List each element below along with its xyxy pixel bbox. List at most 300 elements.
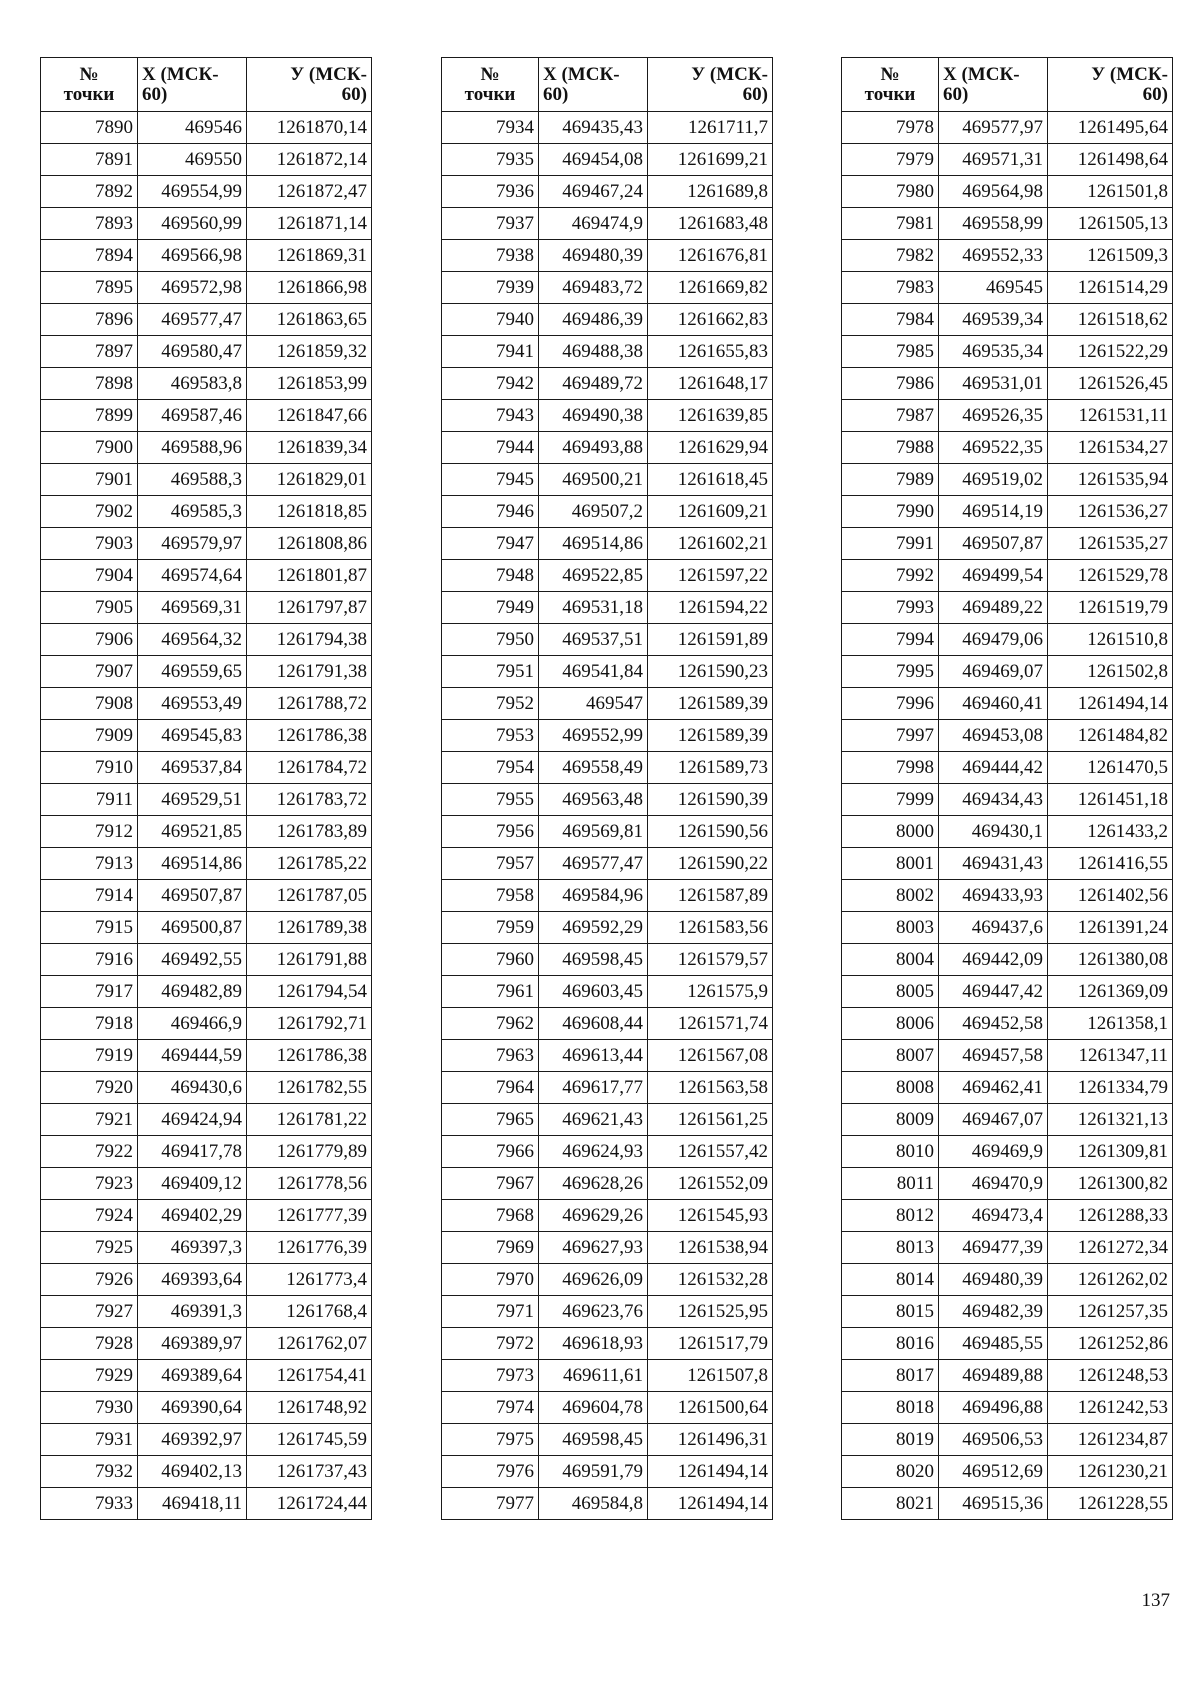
table-row	[41, 1168, 372, 1200]
y-coordinate-cell: 1261514,29	[1048, 272, 1173, 304]
y-coordinate-cell: 1261358,1	[1048, 1008, 1173, 1040]
x-coordinate-cell: 469580,47	[138, 336, 247, 368]
x-coordinate-cell: 469553,49	[138, 688, 247, 720]
table-row	[842, 1040, 1173, 1072]
y-coordinate-cell: 1261505,13	[1048, 208, 1173, 240]
table-row	[442, 656, 773, 688]
point-number-cell: 7917	[41, 976, 138, 1008]
y-coordinate-cell: 1261529,78	[1048, 560, 1173, 592]
y-coordinate-cell: 1261839,34	[247, 432, 372, 464]
y-coordinate-cell: 1261648,17	[648, 368, 773, 400]
y-coordinate-cell: 1261334,79	[1048, 1072, 1173, 1104]
point-number-cell: 7988	[842, 432, 939, 464]
x-coordinate-cell: 469506,53	[939, 1424, 1048, 1456]
x-coordinate-cell: 469489,22	[939, 592, 1048, 624]
x-coordinate-cell: 469431,43	[939, 848, 1048, 880]
point-number-cell: 7979	[842, 144, 939, 176]
point-number-cell: 7900	[41, 432, 138, 464]
point-number-cell: 7948	[442, 560, 539, 592]
x-coordinate-cell: 469437,6	[939, 912, 1048, 944]
y-coordinate-cell: 1261786,38	[247, 1040, 372, 1072]
y-coordinate-cell: 1261470,5	[1048, 752, 1173, 784]
y-coordinate-cell: 1261683,48	[648, 208, 773, 240]
table-row	[41, 688, 372, 720]
table-row	[442, 144, 773, 176]
y-coordinate-cell: 1261801,87	[247, 560, 372, 592]
x-coordinate-cell: 469559,65	[138, 656, 247, 688]
x-coordinate-cell: 469418,11	[138, 1488, 247, 1520]
y-coordinate-cell: 1261724,44	[247, 1488, 372, 1520]
x-coordinate-cell: 469608,44	[539, 1008, 648, 1040]
table-row	[842, 1360, 1173, 1392]
x-coordinate-cell: 469492,55	[138, 944, 247, 976]
y-coordinate-cell: 1261773,4	[247, 1264, 372, 1296]
point-number-cell: 7899	[41, 400, 138, 432]
x-coordinate-cell: 469466,9	[138, 1008, 247, 1040]
table-row	[442, 624, 773, 656]
point-number-cell: 7942	[442, 368, 539, 400]
point-number-cell: 7891	[41, 144, 138, 176]
x-coordinate-cell: 469460,41	[939, 688, 1048, 720]
point-number-cell: 7960	[442, 944, 539, 976]
table-row	[442, 784, 773, 816]
y-coordinate-cell: 1261872,14	[247, 144, 372, 176]
table-row	[842, 624, 1173, 656]
point-number-cell: 7980	[842, 176, 939, 208]
point-number-cell: 7916	[41, 944, 138, 976]
point-number-cell: 7953	[442, 720, 539, 752]
y-coordinate-cell: 1261248,53	[1048, 1360, 1173, 1392]
table-row	[41, 1136, 372, 1168]
table-row	[442, 304, 773, 336]
table-row	[842, 944, 1173, 976]
x-coordinate-cell: 469598,45	[539, 1424, 648, 1456]
x-coordinate-cell: 469588,3	[138, 464, 247, 496]
table-row	[41, 496, 372, 528]
point-number-cell: 7929	[41, 1360, 138, 1392]
table-row	[442, 1232, 773, 1264]
table-row	[41, 1296, 372, 1328]
x-coordinate-cell: 469585,3	[138, 496, 247, 528]
point-number-cell: 7946	[442, 496, 539, 528]
y-coordinate-cell: 1261590,23	[648, 656, 773, 688]
x-coordinate-cell: 469389,64	[138, 1360, 247, 1392]
table-row	[842, 720, 1173, 752]
y-coordinate-cell: 1261639,85	[648, 400, 773, 432]
point-number-cell: 7992	[842, 560, 939, 592]
table-row	[41, 528, 372, 560]
table-row	[442, 1008, 773, 1040]
x-coordinate-cell: 469588,96	[138, 432, 247, 464]
y-coordinate-cell: 1261509,3	[1048, 240, 1173, 272]
point-number-cell: 7919	[41, 1040, 138, 1072]
point-number-cell: 7955	[442, 784, 539, 816]
table-row	[842, 656, 1173, 688]
x-coordinate-cell: 469613,44	[539, 1040, 648, 1072]
point-number-cell: 7935	[442, 144, 539, 176]
table-row	[442, 1136, 773, 1168]
header-y-coordinate: У (МСК- 60)	[1048, 58, 1173, 112]
x-coordinate-cell: 469473,4	[939, 1200, 1048, 1232]
table-row	[842, 976, 1173, 1008]
point-number-cell: 7941	[442, 336, 539, 368]
x-coordinate-cell: 469587,46	[138, 400, 247, 432]
y-coordinate-cell: 1261589,39	[648, 720, 773, 752]
y-coordinate-cell: 1261583,56	[648, 912, 773, 944]
point-number-cell: 8013	[842, 1232, 939, 1264]
table-row	[442, 1392, 773, 1424]
y-coordinate-cell: 1261495,64	[1048, 112, 1173, 144]
table-row	[41, 1392, 372, 1424]
x-coordinate-cell: 469402,13	[138, 1456, 247, 1488]
table-row	[442, 176, 773, 208]
table-row	[842, 1232, 1173, 1264]
point-number-cell: 7911	[41, 784, 138, 816]
table-row	[842, 1456, 1173, 1488]
point-number-cell: 8006	[842, 1008, 939, 1040]
point-number-cell: 7952	[442, 688, 539, 720]
y-coordinate-cell: 1261451,18	[1048, 784, 1173, 816]
table-row	[442, 496, 773, 528]
y-coordinate-cell: 1261517,79	[648, 1328, 773, 1360]
table-row	[842, 1200, 1173, 1232]
point-number-cell: 7925	[41, 1232, 138, 1264]
x-coordinate-cell: 469490,38	[539, 400, 648, 432]
table-row	[442, 1296, 773, 1328]
point-number-cell: 7902	[41, 496, 138, 528]
x-coordinate-cell: 469579,97	[138, 528, 247, 560]
y-coordinate-cell: 1261531,11	[1048, 400, 1173, 432]
point-number-cell: 7908	[41, 688, 138, 720]
y-coordinate-cell: 1261567,08	[648, 1040, 773, 1072]
y-coordinate-cell: 1261589,39	[648, 688, 773, 720]
x-coordinate-cell: 469545	[939, 272, 1048, 304]
point-number-cell: 7962	[442, 1008, 539, 1040]
x-coordinate-cell: 469424,94	[138, 1104, 247, 1136]
point-number-cell: 8010	[842, 1136, 939, 1168]
table-row	[41, 880, 372, 912]
point-number-cell: 8016	[842, 1328, 939, 1360]
point-number-cell: 7954	[442, 752, 539, 784]
point-number-cell: 7906	[41, 624, 138, 656]
table-row	[41, 848, 372, 880]
point-number-cell: 8008	[842, 1072, 939, 1104]
x-coordinate-cell: 469564,32	[138, 624, 247, 656]
y-coordinate-cell: 1261262,02	[1048, 1264, 1173, 1296]
x-coordinate-cell: 469392,97	[138, 1424, 247, 1456]
point-number-cell: 7996	[842, 688, 939, 720]
point-number-cell: 7981	[842, 208, 939, 240]
table-row	[41, 592, 372, 624]
x-coordinate-cell: 469393,64	[138, 1264, 247, 1296]
point-number-cell: 7934	[442, 112, 539, 144]
point-number-cell: 7932	[41, 1456, 138, 1488]
point-number-cell: 8007	[842, 1040, 939, 1072]
point-number-cell: 8004	[842, 944, 939, 976]
point-number-cell: 7976	[442, 1456, 539, 1488]
y-coordinate-cell: 1261591,89	[648, 624, 773, 656]
table-row	[442, 1040, 773, 1072]
y-coordinate-cell: 1261618,45	[648, 464, 773, 496]
table-row	[442, 848, 773, 880]
table-row	[442, 1264, 773, 1296]
table-row	[41, 368, 372, 400]
point-number-cell: 7909	[41, 720, 138, 752]
point-number-cell: 7893	[41, 208, 138, 240]
point-number-cell: 7901	[41, 464, 138, 496]
table-row	[842, 304, 1173, 336]
point-number-cell: 7975	[442, 1424, 539, 1456]
x-coordinate-cell: 469603,45	[539, 976, 648, 1008]
table-row	[442, 912, 773, 944]
table-row	[442, 240, 773, 272]
point-number-cell: 7984	[842, 304, 939, 336]
table-row	[842, 1104, 1173, 1136]
x-coordinate-cell: 469402,29	[138, 1200, 247, 1232]
x-coordinate-cell: 469572,98	[138, 272, 247, 304]
point-number-cell: 7943	[442, 400, 539, 432]
table-row	[842, 1264, 1173, 1296]
y-coordinate-cell: 1261501,8	[1048, 176, 1173, 208]
x-coordinate-cell: 469537,51	[539, 624, 648, 656]
point-number-cell: 7987	[842, 400, 939, 432]
x-coordinate-cell: 469507,87	[138, 880, 247, 912]
x-coordinate-cell: 469584,8	[539, 1488, 648, 1520]
table-row	[41, 1360, 372, 1392]
x-coordinate-cell: 469391,3	[138, 1296, 247, 1328]
point-number-cell: 7896	[41, 304, 138, 336]
point-number-cell: 7969	[442, 1232, 539, 1264]
table-row	[442, 752, 773, 784]
table-row	[842, 1136, 1173, 1168]
table-row	[842, 112, 1173, 144]
x-coordinate-cell: 469546	[138, 112, 247, 144]
x-coordinate-cell: 469469,9	[939, 1136, 1048, 1168]
table-row	[41, 464, 372, 496]
x-coordinate-cell: 469390,64	[138, 1392, 247, 1424]
table-row	[41, 1328, 372, 1360]
y-coordinate-cell: 1261526,45	[1048, 368, 1173, 400]
point-number-cell: 7990	[842, 496, 939, 528]
x-coordinate-cell: 469519,02	[939, 464, 1048, 496]
point-number-cell: 7977	[442, 1488, 539, 1520]
x-coordinate-cell: 469389,97	[138, 1328, 247, 1360]
table-header-row	[842, 58, 1173, 112]
table-row	[41, 560, 372, 592]
y-coordinate-cell: 1261783,89	[247, 816, 372, 848]
x-coordinate-cell: 469470,9	[939, 1168, 1048, 1200]
table-row	[41, 1424, 372, 1456]
table-row	[442, 1104, 773, 1136]
y-coordinate-cell: 1261745,59	[247, 1424, 372, 1456]
point-number-cell: 7895	[41, 272, 138, 304]
table-row	[842, 400, 1173, 432]
x-coordinate-cell: 469591,79	[539, 1456, 648, 1488]
x-coordinate-cell: 469531,01	[939, 368, 1048, 400]
table-row	[41, 944, 372, 976]
table-row	[842, 144, 1173, 176]
table-row	[41, 400, 372, 432]
x-coordinate-cell: 469566,98	[138, 240, 247, 272]
table-row	[41, 176, 372, 208]
point-number-cell: 7894	[41, 240, 138, 272]
x-coordinate-cell: 469569,31	[138, 592, 247, 624]
x-coordinate-cell: 469467,24	[539, 176, 648, 208]
x-coordinate-cell: 469522,35	[939, 432, 1048, 464]
y-coordinate-cell: 1261347,11	[1048, 1040, 1173, 1072]
x-coordinate-cell: 469514,86	[138, 848, 247, 880]
x-coordinate-cell: 469552,99	[539, 720, 648, 752]
header-point-number: № точки	[842, 58, 939, 112]
x-coordinate-cell: 469500,87	[138, 912, 247, 944]
x-coordinate-cell: 469480,39	[539, 240, 648, 272]
y-coordinate-cell: 1261309,81	[1048, 1136, 1173, 1168]
point-number-cell: 7920	[41, 1072, 138, 1104]
y-coordinate-cell: 1261484,82	[1048, 720, 1173, 752]
x-coordinate-cell: 469522,85	[539, 560, 648, 592]
y-coordinate-cell: 1261662,83	[648, 304, 773, 336]
table-row	[842, 816, 1173, 848]
y-coordinate-cell: 1261532,28	[648, 1264, 773, 1296]
y-coordinate-cell: 1261494,14	[648, 1456, 773, 1488]
table-row	[842, 784, 1173, 816]
y-coordinate-cell: 1261494,14	[648, 1488, 773, 1520]
x-coordinate-cell: 469489,88	[939, 1360, 1048, 1392]
table-row	[442, 336, 773, 368]
table-row	[41, 1040, 372, 1072]
point-number-cell: 8015	[842, 1296, 939, 1328]
x-coordinate-cell: 469500,21	[539, 464, 648, 496]
table-row	[41, 304, 372, 336]
point-number-cell: 7957	[442, 848, 539, 880]
table-body	[41, 112, 372, 1520]
x-coordinate-cell: 469430,6	[138, 1072, 247, 1104]
point-number-cell: 7989	[842, 464, 939, 496]
point-number-cell: 7923	[41, 1168, 138, 1200]
table-row	[842, 208, 1173, 240]
y-coordinate-cell: 1261589,73	[648, 752, 773, 784]
table-row	[41, 144, 372, 176]
point-number-cell: 7994	[842, 624, 939, 656]
x-coordinate-cell: 469621,43	[539, 1104, 648, 1136]
table-row	[842, 688, 1173, 720]
x-coordinate-cell: 469529,51	[138, 784, 247, 816]
y-coordinate-cell: 1261234,87	[1048, 1424, 1173, 1456]
y-coordinate-cell: 1261699,21	[648, 144, 773, 176]
table-row	[842, 272, 1173, 304]
table-row	[442, 592, 773, 624]
x-coordinate-cell: 469537,84	[138, 752, 247, 784]
x-coordinate-cell: 469560,99	[138, 208, 247, 240]
point-number-cell: 8011	[842, 1168, 939, 1200]
y-coordinate-cell: 1261561,25	[648, 1104, 773, 1136]
y-coordinate-cell: 1261590,39	[648, 784, 773, 816]
table-row	[41, 976, 372, 1008]
y-coordinate-cell: 1261794,54	[247, 976, 372, 1008]
y-coordinate-cell: 1261781,22	[247, 1104, 372, 1136]
point-number-cell: 7907	[41, 656, 138, 688]
point-number-cell: 7938	[442, 240, 539, 272]
x-coordinate-cell: 469453,08	[939, 720, 1048, 752]
table-row	[842, 848, 1173, 880]
x-coordinate-cell: 469624,93	[539, 1136, 648, 1168]
point-number-cell: 8020	[842, 1456, 939, 1488]
y-coordinate-cell: 1261853,99	[247, 368, 372, 400]
x-coordinate-cell: 469486,39	[539, 304, 648, 336]
point-number-cell: 7910	[41, 752, 138, 784]
x-coordinate-cell: 469598,45	[539, 944, 648, 976]
y-coordinate-cell: 1261785,22	[247, 848, 372, 880]
point-number-cell: 7956	[442, 816, 539, 848]
y-coordinate-cell: 1261502,8	[1048, 656, 1173, 688]
point-number-cell: 7964	[442, 1072, 539, 1104]
table-row	[41, 240, 372, 272]
y-coordinate-cell: 1261594,22	[648, 592, 773, 624]
x-coordinate-cell: 469499,54	[939, 560, 1048, 592]
x-coordinate-cell: 469488,38	[539, 336, 648, 368]
point-number-cell: 7945	[442, 464, 539, 496]
y-coordinate-cell: 1261391,24	[1048, 912, 1173, 944]
x-coordinate-cell: 469467,07	[939, 1104, 1048, 1136]
y-coordinate-cell: 1261587,89	[648, 880, 773, 912]
y-coordinate-cell: 1261778,56	[247, 1168, 372, 1200]
x-coordinate-cell: 469577,47	[138, 304, 247, 336]
x-coordinate-cell: 469547	[539, 688, 648, 720]
y-coordinate-cell: 1261629,94	[648, 432, 773, 464]
y-coordinate-cell: 1261557,42	[648, 1136, 773, 1168]
x-coordinate-cell: 469611,61	[539, 1360, 648, 1392]
point-number-cell: 8017	[842, 1360, 939, 1392]
table-row	[842, 592, 1173, 624]
point-number-cell: 7897	[41, 336, 138, 368]
point-number-cell: 7939	[442, 272, 539, 304]
table-row	[41, 432, 372, 464]
coordinates-table-1	[40, 57, 372, 1520]
table-row	[442, 1488, 773, 1520]
point-number-cell: 7918	[41, 1008, 138, 1040]
y-coordinate-cell: 1261496,31	[648, 1424, 773, 1456]
point-number-cell: 7951	[442, 656, 539, 688]
point-number-cell: 7926	[41, 1264, 138, 1296]
y-coordinate-cell: 1261789,38	[247, 912, 372, 944]
y-coordinate-cell: 1261711,7	[648, 112, 773, 144]
x-coordinate-cell: 469512,69	[939, 1456, 1048, 1488]
point-number-cell: 7995	[842, 656, 939, 688]
point-number-cell: 7915	[41, 912, 138, 944]
x-coordinate-cell: 469564,98	[939, 176, 1048, 208]
y-coordinate-cell: 1261538,94	[648, 1232, 773, 1264]
header-point-number: № точки	[41, 58, 138, 112]
table-row	[842, 464, 1173, 496]
x-coordinate-cell: 469618,93	[539, 1328, 648, 1360]
x-coordinate-cell: 469554,99	[138, 176, 247, 208]
x-coordinate-cell: 469462,41	[939, 1072, 1048, 1104]
table-row	[442, 400, 773, 432]
table-row	[842, 176, 1173, 208]
point-number-cell: 8001	[842, 848, 939, 880]
point-number-cell: 8005	[842, 976, 939, 1008]
x-coordinate-cell: 469447,42	[939, 976, 1048, 1008]
header-x-coordinate: Х (МСК- 60)	[138, 58, 247, 112]
point-number-cell: 7950	[442, 624, 539, 656]
y-coordinate-cell: 1261792,71	[247, 1008, 372, 1040]
x-coordinate-cell: 469623,76	[539, 1296, 648, 1328]
y-coordinate-cell: 1261380,08	[1048, 944, 1173, 976]
table-row	[442, 432, 773, 464]
point-number-cell: 8003	[842, 912, 939, 944]
x-coordinate-cell: 469626,09	[539, 1264, 648, 1296]
y-coordinate-cell: 1261519,79	[1048, 592, 1173, 624]
